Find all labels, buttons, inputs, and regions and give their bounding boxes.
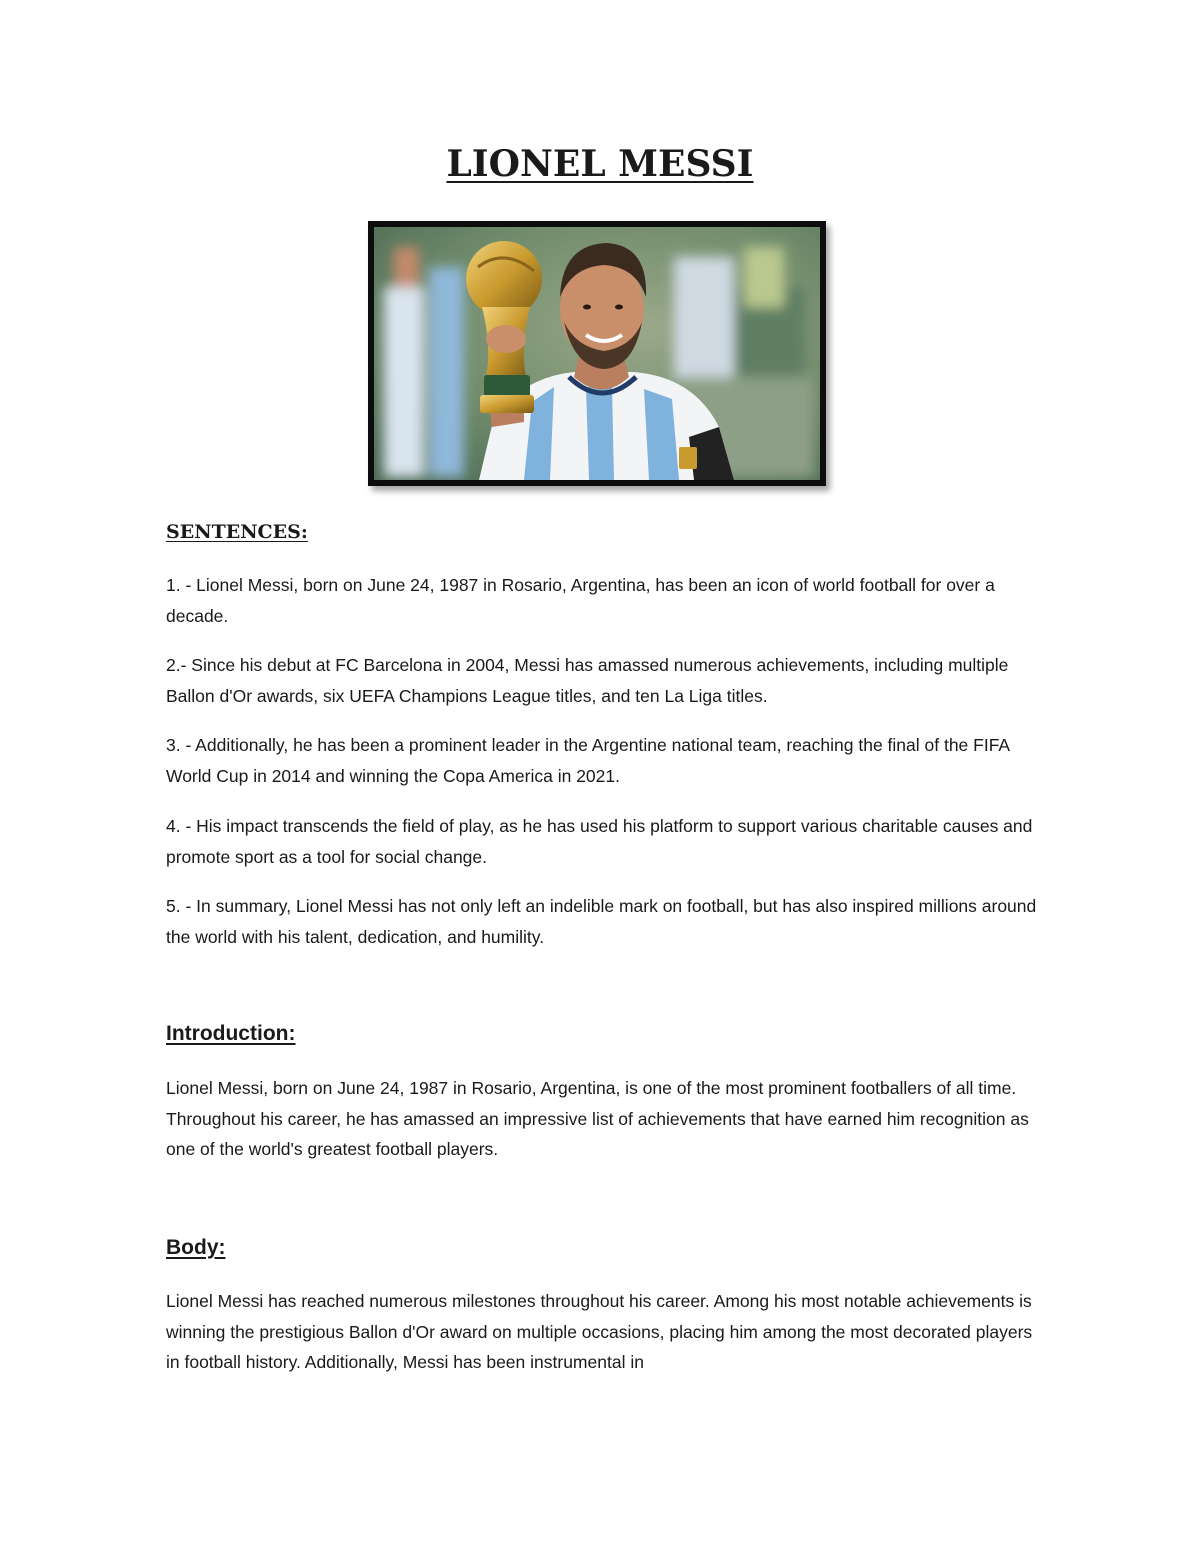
sentence-item: 4. - His impact transcends the field of play, as he has used his platform to support various charitable causes and promote sport as a tool for social change.	[166, 816, 1033, 867]
messi-trophy-photo	[368, 221, 826, 486]
body-heading: Body:	[166, 1236, 226, 1259]
sentence-item: 1. - Lionel Messi, born on June 24, 1987 in Rosario, Argentina, has been an icon of world football for over a decade.	[166, 575, 995, 626]
sentences-heading: SENTENCES:	[166, 521, 308, 543]
sentence-item: 3. - Additionally, he has been a prominent leader in the Argentine national team, reaching the final of the FIFA World Cup in 2014 and winning the Copa America in 2021.	[166, 735, 1010, 786]
document-title: LIONEL MESSI	[446, 143, 754, 185]
trophy-photo-illustration	[374, 227, 820, 480]
introduction-paragraph: Lionel Messi, born on June 24, 1987 in Rosario, Argentina, is one of the most prominent footballers of all time. Throughout his career, he has amassed an impressive list of achievements that have earned him recognition as one of the world's greatest football players.	[166, 1078, 1029, 1159]
sentence-item: 5. - In summary, Lionel Messi has not only left an indelible mark on football, but has also inspired millions around the world with his talent, dedication, and humility.	[166, 896, 1037, 947]
body-paragraph: Lionel Messi has reached numerous milestones throughout his career. Among his most notable achievements is winning the prestigious Ballon d'Or award on multiple occasions, placing him among the most decorated players in football history. Additionally, Messi has been instrumental in	[166, 1291, 1033, 1372]
sentence-item: 2.- Since his debut at FC Barcelona in 2004, Messi has amassed numerous achievements, including multiple Ballon d'Or awards, six UEFA Champions League titles, and ten La Liga titles.	[166, 655, 1009, 706]
introduction-heading: Introduction:	[166, 1022, 296, 1045]
